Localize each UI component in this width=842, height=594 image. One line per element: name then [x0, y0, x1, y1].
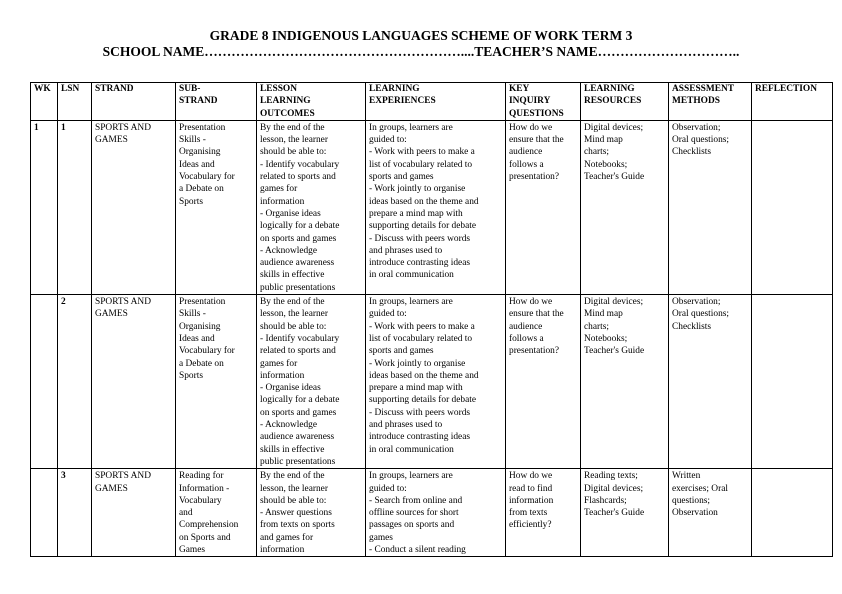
cell-line: Skills -	[179, 309, 206, 320]
school-teacher-line: SCHOOL NAME…………………………………………………....TEACHER’S NAME…………………………..	[102, 44, 740, 59]
cell-line: - Work with peers to make a	[369, 147, 475, 158]
assessment-cell	[669, 295, 752, 469]
cell-line: STRAND	[95, 84, 134, 94]
cell-line: SPORTS AND	[95, 471, 151, 482]
cell-line: should be able to:	[260, 321, 327, 332]
cell-line: Skills -	[179, 135, 206, 146]
cell-line: GAMES	[95, 309, 128, 320]
cell-line: - Identify vocabulary	[260, 333, 340, 344]
col-header-wk	[31, 83, 58, 121]
reflection-cell	[752, 469, 833, 557]
cell-line: Ideas and	[179, 333, 215, 344]
cell-line: Digital devices;	[584, 483, 644, 494]
cell-line: public presentations	[260, 456, 336, 467]
cell-line: SPORTS AND	[95, 122, 151, 133]
cell-line: LEARNING	[260, 96, 311, 107]
assessment-cell	[669, 120, 752, 294]
cell-line: supporting details for debate	[369, 221, 477, 232]
cell-line: ASSESSMENT	[672, 84, 735, 94]
cell-line: passages on sports and	[369, 520, 455, 531]
questions-cell	[506, 469, 581, 557]
cell-line: and phrases used to	[369, 245, 443, 256]
cell-line: QUESTIONS	[509, 108, 564, 119]
cell-line: logically for a debate	[260, 395, 340, 406]
cell-line: By the end of the	[260, 297, 325, 308]
cell-line: Observation;	[672, 122, 721, 133]
cell-line: INQUIRY	[509, 96, 551, 107]
cell-line: and games for	[260, 532, 314, 543]
table-row	[31, 120, 833, 294]
cell-line: presentation?	[509, 172, 559, 183]
cell-line: lesson, the learner	[260, 483, 328, 494]
cell-line: - Acknowledge	[260, 420, 318, 431]
cell-line: Teacher's Guide	[584, 172, 645, 183]
cell-line: and	[179, 508, 193, 519]
cell-line: information	[260, 196, 305, 207]
col-header-assessment	[669, 83, 752, 121]
cell-line: Written	[672, 471, 701, 482]
reflection-cell	[752, 120, 833, 294]
cell-line: RESOURCES	[584, 96, 642, 107]
cell-line: should be able to:	[260, 147, 327, 158]
cell-line: - Discuss with peers words	[369, 233, 471, 244]
cell-line: prepare a mind map with	[369, 208, 463, 219]
experiences-cell	[366, 120, 506, 294]
cell-line: KEY	[509, 84, 530, 94]
cell-line: Vocabulary for	[179, 172, 235, 183]
cell-line: prepare a mind map with	[369, 383, 463, 394]
cell-line: list of vocabulary related to	[369, 333, 473, 344]
cell-line: Observation;	[672, 297, 721, 308]
cell-line: games for	[260, 358, 298, 369]
resources-cell	[581, 295, 669, 469]
cell-line: Digital devices;	[584, 297, 644, 308]
cell-line: a Debate on	[179, 358, 224, 369]
sub-strand-cell	[176, 469, 257, 557]
cell-line: ideas based on the theme and	[369, 370, 479, 381]
cell-line: follows a	[509, 333, 544, 344]
cell-line: Mind map	[584, 309, 623, 320]
cell-line: lesson, the learner	[260, 309, 328, 320]
sub-strand-cell	[176, 120, 257, 294]
cell-line: introduce contrasting ideas	[369, 432, 471, 443]
cell-line: lesson, the learner	[260, 135, 328, 146]
cell-line: Sports	[179, 196, 203, 207]
table-row	[31, 295, 833, 469]
cell-line: Checklists	[672, 147, 712, 158]
cell-line: In groups, learners are	[369, 297, 453, 308]
cell-line: games	[369, 532, 393, 543]
cell-line: Vocabulary for	[179, 346, 235, 357]
cell-line: Reading for	[179, 471, 224, 482]
cell-line: exercises; Oral	[672, 483, 728, 494]
cell-line: questions;	[672, 495, 711, 506]
cell-line: charts;	[584, 147, 609, 158]
col-header-experiences	[366, 83, 506, 121]
cell-line: audience awareness	[260, 258, 335, 269]
cell-line: from texts	[509, 508, 548, 519]
cell-line: LEARNING	[584, 84, 635, 94]
resources-cell	[581, 120, 669, 294]
col-header-resources	[581, 83, 669, 121]
cell-line: Information -	[179, 483, 230, 494]
cell-line: - Acknowledge	[260, 245, 318, 256]
outcomes-cell	[257, 469, 366, 557]
cell-line: Presentation	[179, 122, 226, 133]
cell-line: sports and games	[369, 346, 434, 357]
cell-line: Observation	[672, 508, 718, 519]
cell-line: read to find	[509, 483, 553, 494]
cell-line: related to sports and	[260, 172, 336, 183]
cell-line: on Sports and	[179, 532, 231, 543]
cell-line: should be able to:	[260, 495, 327, 506]
cell-line: in oral communication	[369, 444, 454, 455]
cell-line: Notebooks;	[584, 333, 628, 344]
cell-line: - Work jointly to organise	[369, 184, 466, 195]
cell-line: Sports	[179, 370, 203, 381]
cell-line: guided to:	[369, 135, 407, 146]
table-header-row	[31, 83, 833, 121]
cell-line: GAMES	[95, 135, 128, 146]
experiences-cell	[366, 469, 506, 557]
cell-line: related to sports and	[260, 346, 336, 357]
lesson-cell: 3	[58, 469, 92, 557]
cell-line: Vocabulary	[179, 495, 222, 506]
cell-line: information	[260, 544, 305, 555]
strand-cell	[92, 295, 176, 469]
cell-line: Organising	[179, 321, 221, 332]
table-row	[31, 469, 833, 557]
document-title: GRADE 8 INDIGENOUS LANGUAGES SCHEME OF WORK TERM 3	[209, 28, 633, 43]
cell-line: By the end of the	[260, 471, 325, 482]
questions-cell	[506, 295, 581, 469]
cell-line: By the end of the	[260, 122, 325, 133]
cell-line: STRAND	[179, 96, 218, 107]
cell-line: Games	[179, 544, 206, 555]
cell-line: information	[260, 370, 305, 381]
cell-line: skills in effective	[260, 270, 325, 281]
cell-line: SUB-	[179, 84, 201, 94]
cell-line: SPORTS AND	[95, 297, 151, 308]
cell-line: ensure that the	[509, 135, 564, 146]
strand-cell	[92, 120, 176, 294]
cell-line: introduce contrasting ideas	[369, 258, 471, 269]
cell-line: guided to:	[369, 483, 407, 494]
cell-line: - Answer questions	[260, 508, 332, 519]
cell-line: Oral questions;	[672, 309, 730, 320]
cell-line: list of vocabulary related to	[369, 159, 473, 170]
cell-line: GAMES	[95, 483, 128, 494]
outcomes-cell	[257, 120, 366, 294]
cell-line: - Work jointly to organise	[369, 358, 466, 369]
cell-line: guided to:	[369, 309, 407, 320]
cell-line: - Conduct a silent reading	[369, 544, 466, 555]
cell-line: Comprehension	[179, 520, 239, 531]
cell-line: - Discuss with peers words	[369, 407, 471, 418]
cell-line: Mind map	[584, 135, 623, 146]
col-header-questions	[506, 83, 581, 121]
cell-line: offline sources for short	[369, 508, 459, 519]
cell-line: on sports and games	[260, 233, 337, 244]
cell-line: How do we	[509, 471, 553, 482]
assessment-cell	[669, 469, 752, 557]
lesson-cell: 2	[58, 295, 92, 469]
cell-line: Oral questions;	[672, 135, 730, 146]
cell-line: games for	[260, 184, 298, 195]
cell-line: information	[509, 495, 554, 506]
cell-line: Notebooks;	[584, 159, 628, 170]
sub-strand-cell	[176, 295, 257, 469]
cell-line: - Search from online and	[369, 495, 463, 506]
cell-line: Checklists	[672, 321, 712, 332]
cell-line: and phrases used to	[369, 420, 443, 431]
cell-line: Teacher's Guide	[584, 508, 645, 519]
cell-line: METHODS	[672, 96, 720, 107]
cell-line: supporting details for debate	[369, 395, 477, 406]
cell-line: ideas based on the theme and	[369, 196, 479, 207]
cell-line: audience	[509, 321, 543, 332]
cell-line: Ideas and	[179, 159, 215, 170]
scheme-of-work-table	[30, 82, 833, 557]
cell-line: OUTCOMES	[260, 108, 315, 119]
cell-line: Flashcards;	[584, 495, 627, 506]
experiences-cell	[366, 295, 506, 469]
cell-line: Teacher's Guide	[584, 346, 645, 357]
strand-cell	[92, 469, 176, 557]
cell-line: public presentations	[260, 282, 336, 293]
lesson-cell: 1	[58, 120, 92, 294]
col-header-reflection	[752, 83, 833, 121]
questions-cell	[506, 120, 581, 294]
cell-line: charts;	[584, 321, 609, 332]
cell-line: REFLECTION	[755, 84, 817, 94]
cell-line: WK	[34, 84, 51, 94]
col-header-sub-strand	[176, 83, 257, 121]
col-header-lsn	[58, 83, 92, 121]
cell-line: Organising	[179, 147, 221, 158]
week-cell	[31, 469, 58, 557]
cell-line: logically for a debate	[260, 221, 340, 232]
resources-cell	[581, 469, 669, 557]
cell-line: In groups, learners are	[369, 471, 453, 482]
cell-line: Reading texts;	[584, 471, 638, 482]
cell-line: In groups, learners are	[369, 122, 453, 133]
cell-line: efficiently?	[509, 520, 552, 531]
cell-line: skills in effective	[260, 444, 325, 455]
cell-line: sports and games	[369, 172, 434, 183]
cell-line: follows a	[509, 159, 544, 170]
cell-line: EXPERIENCES	[369, 96, 436, 107]
cell-line: audience awareness	[260, 432, 335, 443]
cell-line: - Identify vocabulary	[260, 159, 340, 170]
cell-line: How do we	[509, 297, 553, 308]
cell-line: ensure that the	[509, 309, 564, 320]
cell-line: - Organise ideas	[260, 208, 321, 219]
cell-line: a Debate on	[179, 184, 224, 195]
cell-line: presentation?	[509, 346, 559, 357]
reflection-cell	[752, 295, 833, 469]
cell-line: from texts on sports	[260, 520, 335, 531]
col-header-outcomes	[257, 83, 366, 121]
week-cell: 1	[31, 120, 58, 294]
cell-line: Presentation	[179, 297, 226, 308]
col-header-strand	[92, 83, 176, 121]
cell-line: Digital devices;	[584, 122, 644, 133]
cell-line: in oral communication	[369, 270, 454, 281]
cell-line: LEARNING	[369, 84, 420, 94]
cell-line: audience	[509, 147, 543, 158]
cell-line: - Organise ideas	[260, 383, 321, 394]
cell-line: on sports and games	[260, 407, 337, 418]
outcomes-cell	[257, 295, 366, 469]
week-cell	[31, 295, 58, 469]
cell-line: - Work with peers to make a	[369, 321, 475, 332]
cell-line: LSN	[61, 84, 80, 94]
cell-line: LESSON	[260, 84, 297, 94]
cell-line: How do we	[509, 122, 553, 133]
